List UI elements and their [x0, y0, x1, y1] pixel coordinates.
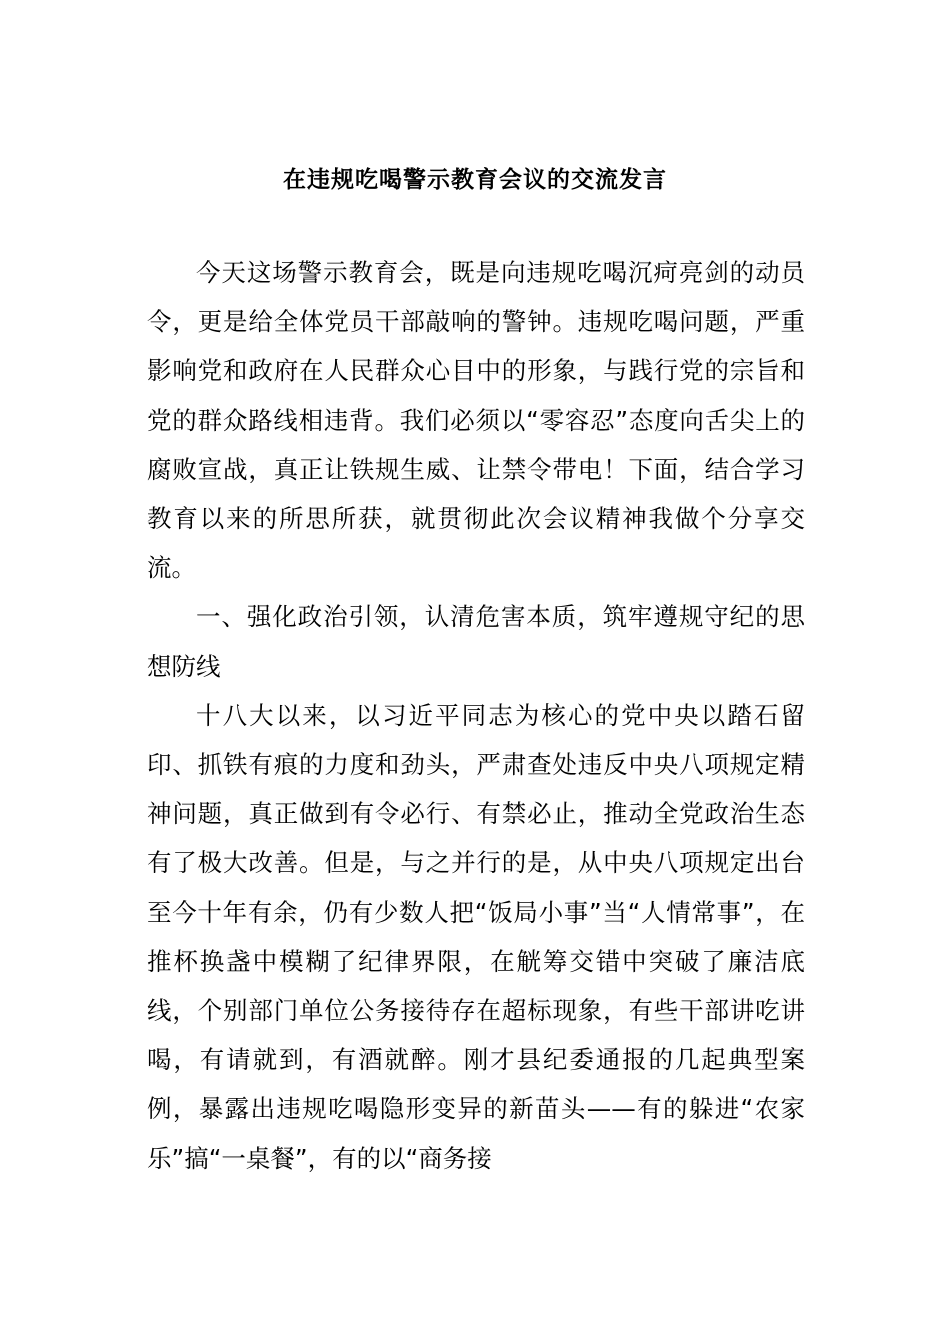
section-heading-1: 一、强化政治引领，认清危害本质，筑牢遵规守纪的思想防线 — [147, 602, 805, 681]
document-title: 在违规吃喝警示教育会议的交流发言 — [283, 166, 667, 193]
paragraph-section-1: 十八大以来，以习近平同志为核心的党中央以踏石留印、抓铁有痕的力度和劲头，严肃查处违反中央八项规定精神问题，真正做到有令必行、有禁必止，推动全党政治生态有了极大改善。但是，与之并行的是，从中央八项规定出台至今十年有余，仍有少数人把“饭局小事”当“人情常事”，在推杯换盏中模糊了纪律界限，在觥筹交错中突破了廉洁底线，个别部门单位公务接待存在超标现象，有些干部讲吃讲喝，有请就到，有酒就醉。刚才县纪委通报的几起典型案例，暴露出违规吃喝隐形变异的新苗头——有的躲进“农家乐”搞“一桌餐”，有的以“商务接 — [147, 700, 805, 1173]
paragraph-intro: 今天这场警示教育会，既是向违规吃喝沉疴亮剑的动员令，更是给全体党员干部敲响的警钟。违规吃喝问题，严重影响党和政府在人民群众心目中的形象，与践行党的宗旨和党的群众路线相违背。我们必须以“零容忍”态度向舌尖上的腐败宣战，真正让铁规生威、让禁令带电！下面，结合学习教育以来的所思所获，就贯彻此次会议精神我做个分享交流。 — [147, 258, 805, 583]
document-body — [147, 248, 805, 1183]
